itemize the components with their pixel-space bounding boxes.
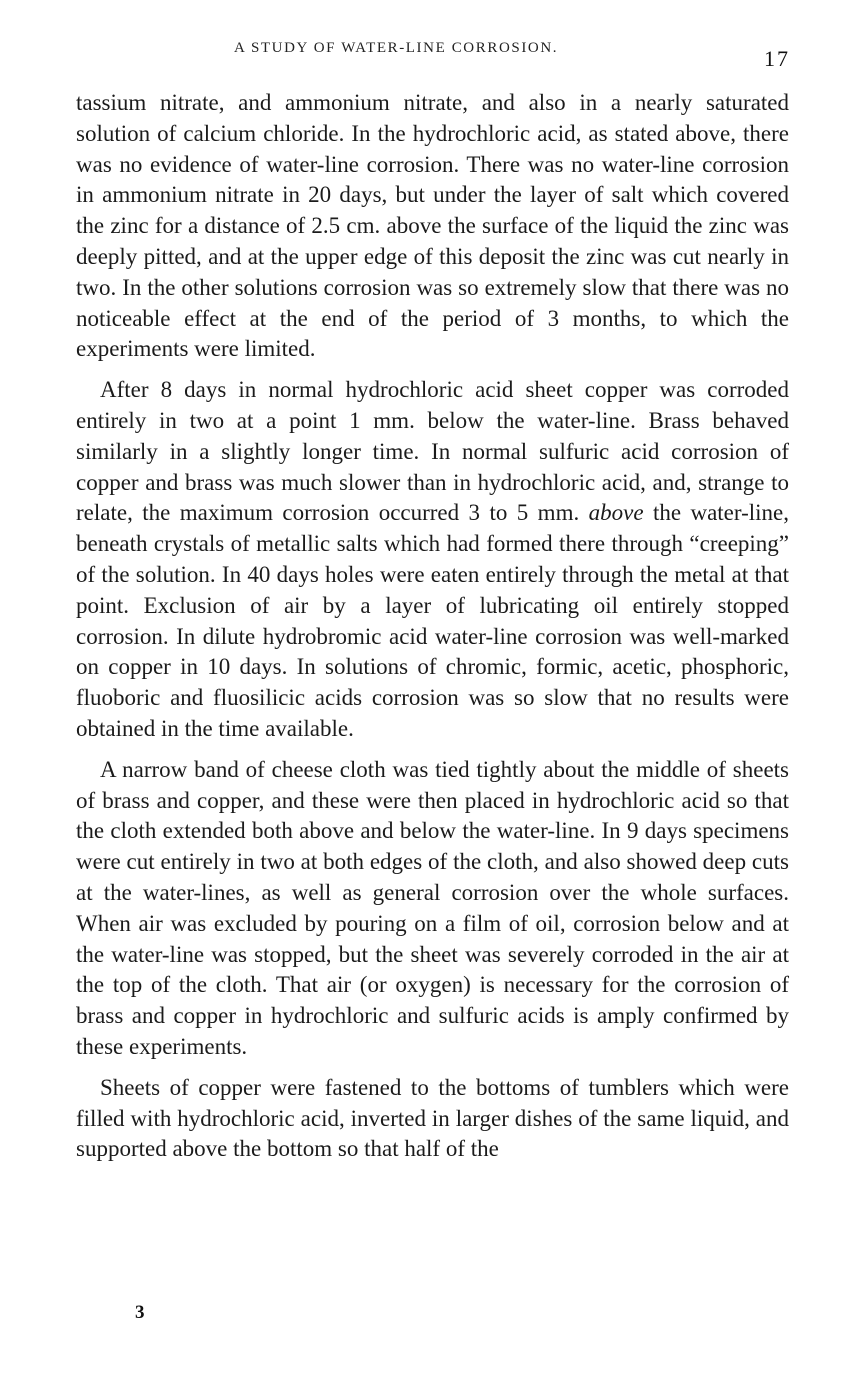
- signature-mark: 3: [135, 1302, 145, 1323]
- page-number: 17: [764, 46, 790, 71]
- paragraph-continuation: tassium nitrate, and ammonium nitrate, and also in a nearly saturated solution of calcium chloride. In the hydrochloric acid, as stated above, there was no evidence of water-line corrosion. There was no water-line corrosion in ammonium nitrate in 20 days, but under the layer of salt which covered the zinc for a distance of 2.5 cm. above the surface of the liquid the zinc was deeply pitted, and at the upper edge of this deposit the zinc was cut nearly in two. In the other solutions corrosion was so extremely slow that there was no noticeable effect at the end of the period of 3 months, to which the experiments were limited.: [76, 90, 789, 362]
- emphasis-above: above: [588, 500, 644, 526]
- running-head: [76, 40, 792, 72]
- paragraph-text-part: the water-line, beneath crystals of metallic salts which had formed there through “creeping” of the solution. In 40 days holes were eaten entirely through the metal at that point. Exclusion of air by a layer of lubricating oil entirely stopped corrosion. In dilute hydrobromic acid water-line corrosion was well-marked on copper in 10 days. In solutions of chromic, formic, acetic, phosphoric, fluoboric and fluosilicic acids corrosion was so slow that no results were obtained in the time available.: [76, 500, 789, 741]
- paragraph-cheese-cloth: A narrow band of cheese cloth was tied tightly about the middle of sheets of brass and copper, and these were then placed in hydrochloric acid so that the cloth extended both above and below the water-line. In 9 days specimens were cut entirely in two at both edges of the cloth, and also showed deep cuts at the water-lines, as well as general corrosion over the whole surfaces. When air was excluded by pouring on a film of oil, corrosion below and at the water-line was stopped, but the sheet was severely corroded in the air at the top of the cloth. That air (or oxygen) is necessary for the corrosion of brass and copper in hydrochloric and sulfuric acids is amply confirmed by these experiments.: [76, 756, 789, 1059]
- body-text: [76, 88, 789, 1175]
- paragraph-tumblers: Sheets of copper were fastened to the bottoms of tumblers which were filled with hydrochloric acid, inverted in larger dishes of the same liquid, and supported above the bottom so that half of the: [76, 1074, 789, 1162]
- paragraph-copper-brass: [76, 375, 789, 745]
- paragraph-text-part: After 8 days in normal hydrochloric acid sheet copper was corroded entirely in two at a point 1 mm. below the water-line. Brass behaved similarly in a slightly longer time. In normal sulfuric acid corrosion of copper and brass was much slower than in hydrochloric acid, and, strange to relate, the maximum corrosion occurred 3 to 5 mm.: [76, 377, 789, 526]
- running-title: A STUDY OF WATER-LINE CORROSION.: [234, 40, 559, 56]
